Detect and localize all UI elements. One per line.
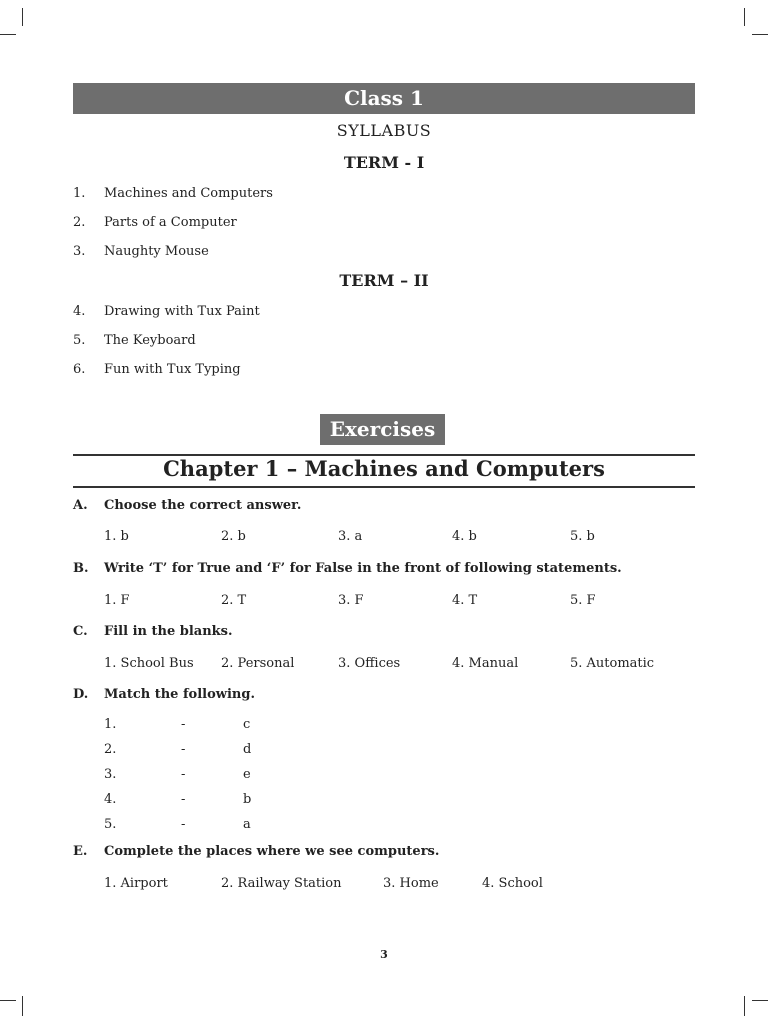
section-letter: C.	[73, 624, 88, 639]
item-number: 3.	[73, 244, 86, 259]
answer: 1. F	[104, 593, 130, 608]
answer: 3. F	[338, 593, 364, 608]
answer: 5. F	[570, 593, 596, 608]
match-answer: a	[243, 817, 251, 832]
section-question: Match the following.	[104, 687, 255, 702]
section-question: Choose the correct answer.	[104, 498, 302, 513]
crop-mark-tl-h	[0, 34, 16, 35]
crop-mark-br-h	[752, 1000, 768, 1001]
match-dash: -	[181, 767, 186, 782]
section-question: Fill in the blanks.	[104, 624, 233, 639]
page-number: 3	[380, 948, 388, 961]
match-number: 1.	[104, 717, 117, 732]
match-number: 3.	[104, 767, 117, 782]
answer: 4. T	[452, 593, 478, 608]
match-dash: -	[181, 742, 186, 757]
section-letter: D.	[73, 687, 89, 702]
match-dash: -	[181, 817, 186, 832]
match-number: 5.	[104, 817, 117, 832]
crop-mark-tl-v	[22, 8, 23, 26]
section-question: Write ‘T’ for True and ‘F’ for False in the front of following statements.	[104, 561, 622, 576]
item-text: The Keyboard	[104, 333, 196, 348]
answer: 4. School	[482, 876, 543, 891]
answer: 1. School Bus	[104, 656, 194, 671]
match-number: 2.	[104, 742, 117, 757]
exercises-banner: Exercises	[320, 414, 445, 445]
answer: 3. a	[338, 529, 363, 544]
item-text: Naughty Mouse	[104, 244, 209, 259]
crop-mark-br-v	[744, 996, 745, 1016]
item-text: Parts of a Computer	[104, 215, 237, 230]
answer: 3. Offices	[338, 656, 401, 671]
section-letter: B.	[73, 561, 89, 576]
match-number: 4.	[104, 792, 117, 807]
term-1-heading: TERM - I	[343, 153, 425, 172]
answer: 3. Home	[383, 876, 439, 891]
match-answer: d	[243, 742, 252, 757]
match-answer: c	[243, 717, 251, 732]
answer: 2. Personal	[221, 656, 295, 671]
match-dash: -	[181, 717, 186, 732]
chapter-title: Chapter 1 – Machines and Computers	[163, 456, 605, 481]
crop-mark-bl-v	[22, 996, 23, 1016]
item-number: 6.	[73, 362, 86, 377]
section-letter: E.	[73, 844, 88, 859]
item-number: 4.	[73, 304, 86, 319]
crop-mark-bl-h	[0, 1000, 16, 1001]
answer: 1. b	[104, 529, 129, 544]
section-letter: A.	[73, 498, 88, 513]
item-number: 5.	[73, 333, 86, 348]
answer: 4. Manual	[452, 656, 519, 671]
item-text: Machines and Computers	[104, 186, 273, 201]
answer: 4. b	[452, 529, 477, 544]
answer: 2. T	[221, 593, 247, 608]
item-text: Drawing with Tux Paint	[104, 304, 260, 319]
item-text: Fun with Tux Typing	[104, 362, 241, 377]
crop-mark-tr-h	[752, 34, 768, 35]
match-dash: -	[181, 792, 186, 807]
chapter-bottom-rule	[73, 486, 695, 488]
syllabus-heading: SYLLABUS	[336, 121, 432, 140]
term-2-heading: TERM – II	[339, 271, 429, 290]
crop-mark-tr-v	[744, 8, 745, 26]
section-question: Complete the places where we see computers.	[104, 844, 440, 859]
item-number: 2.	[73, 215, 86, 230]
answer: 5. Automatic	[570, 656, 655, 671]
class-title-banner: Class 1	[73, 83, 695, 114]
answer: 1. Airport	[104, 876, 168, 891]
match-answer: e	[243, 767, 251, 782]
answer: 2. b	[221, 529, 246, 544]
answer: 5. b	[570, 529, 595, 544]
item-number: 1.	[73, 186, 86, 201]
match-answer: b	[243, 792, 252, 807]
answer: 2. Railway Station	[221, 876, 342, 891]
